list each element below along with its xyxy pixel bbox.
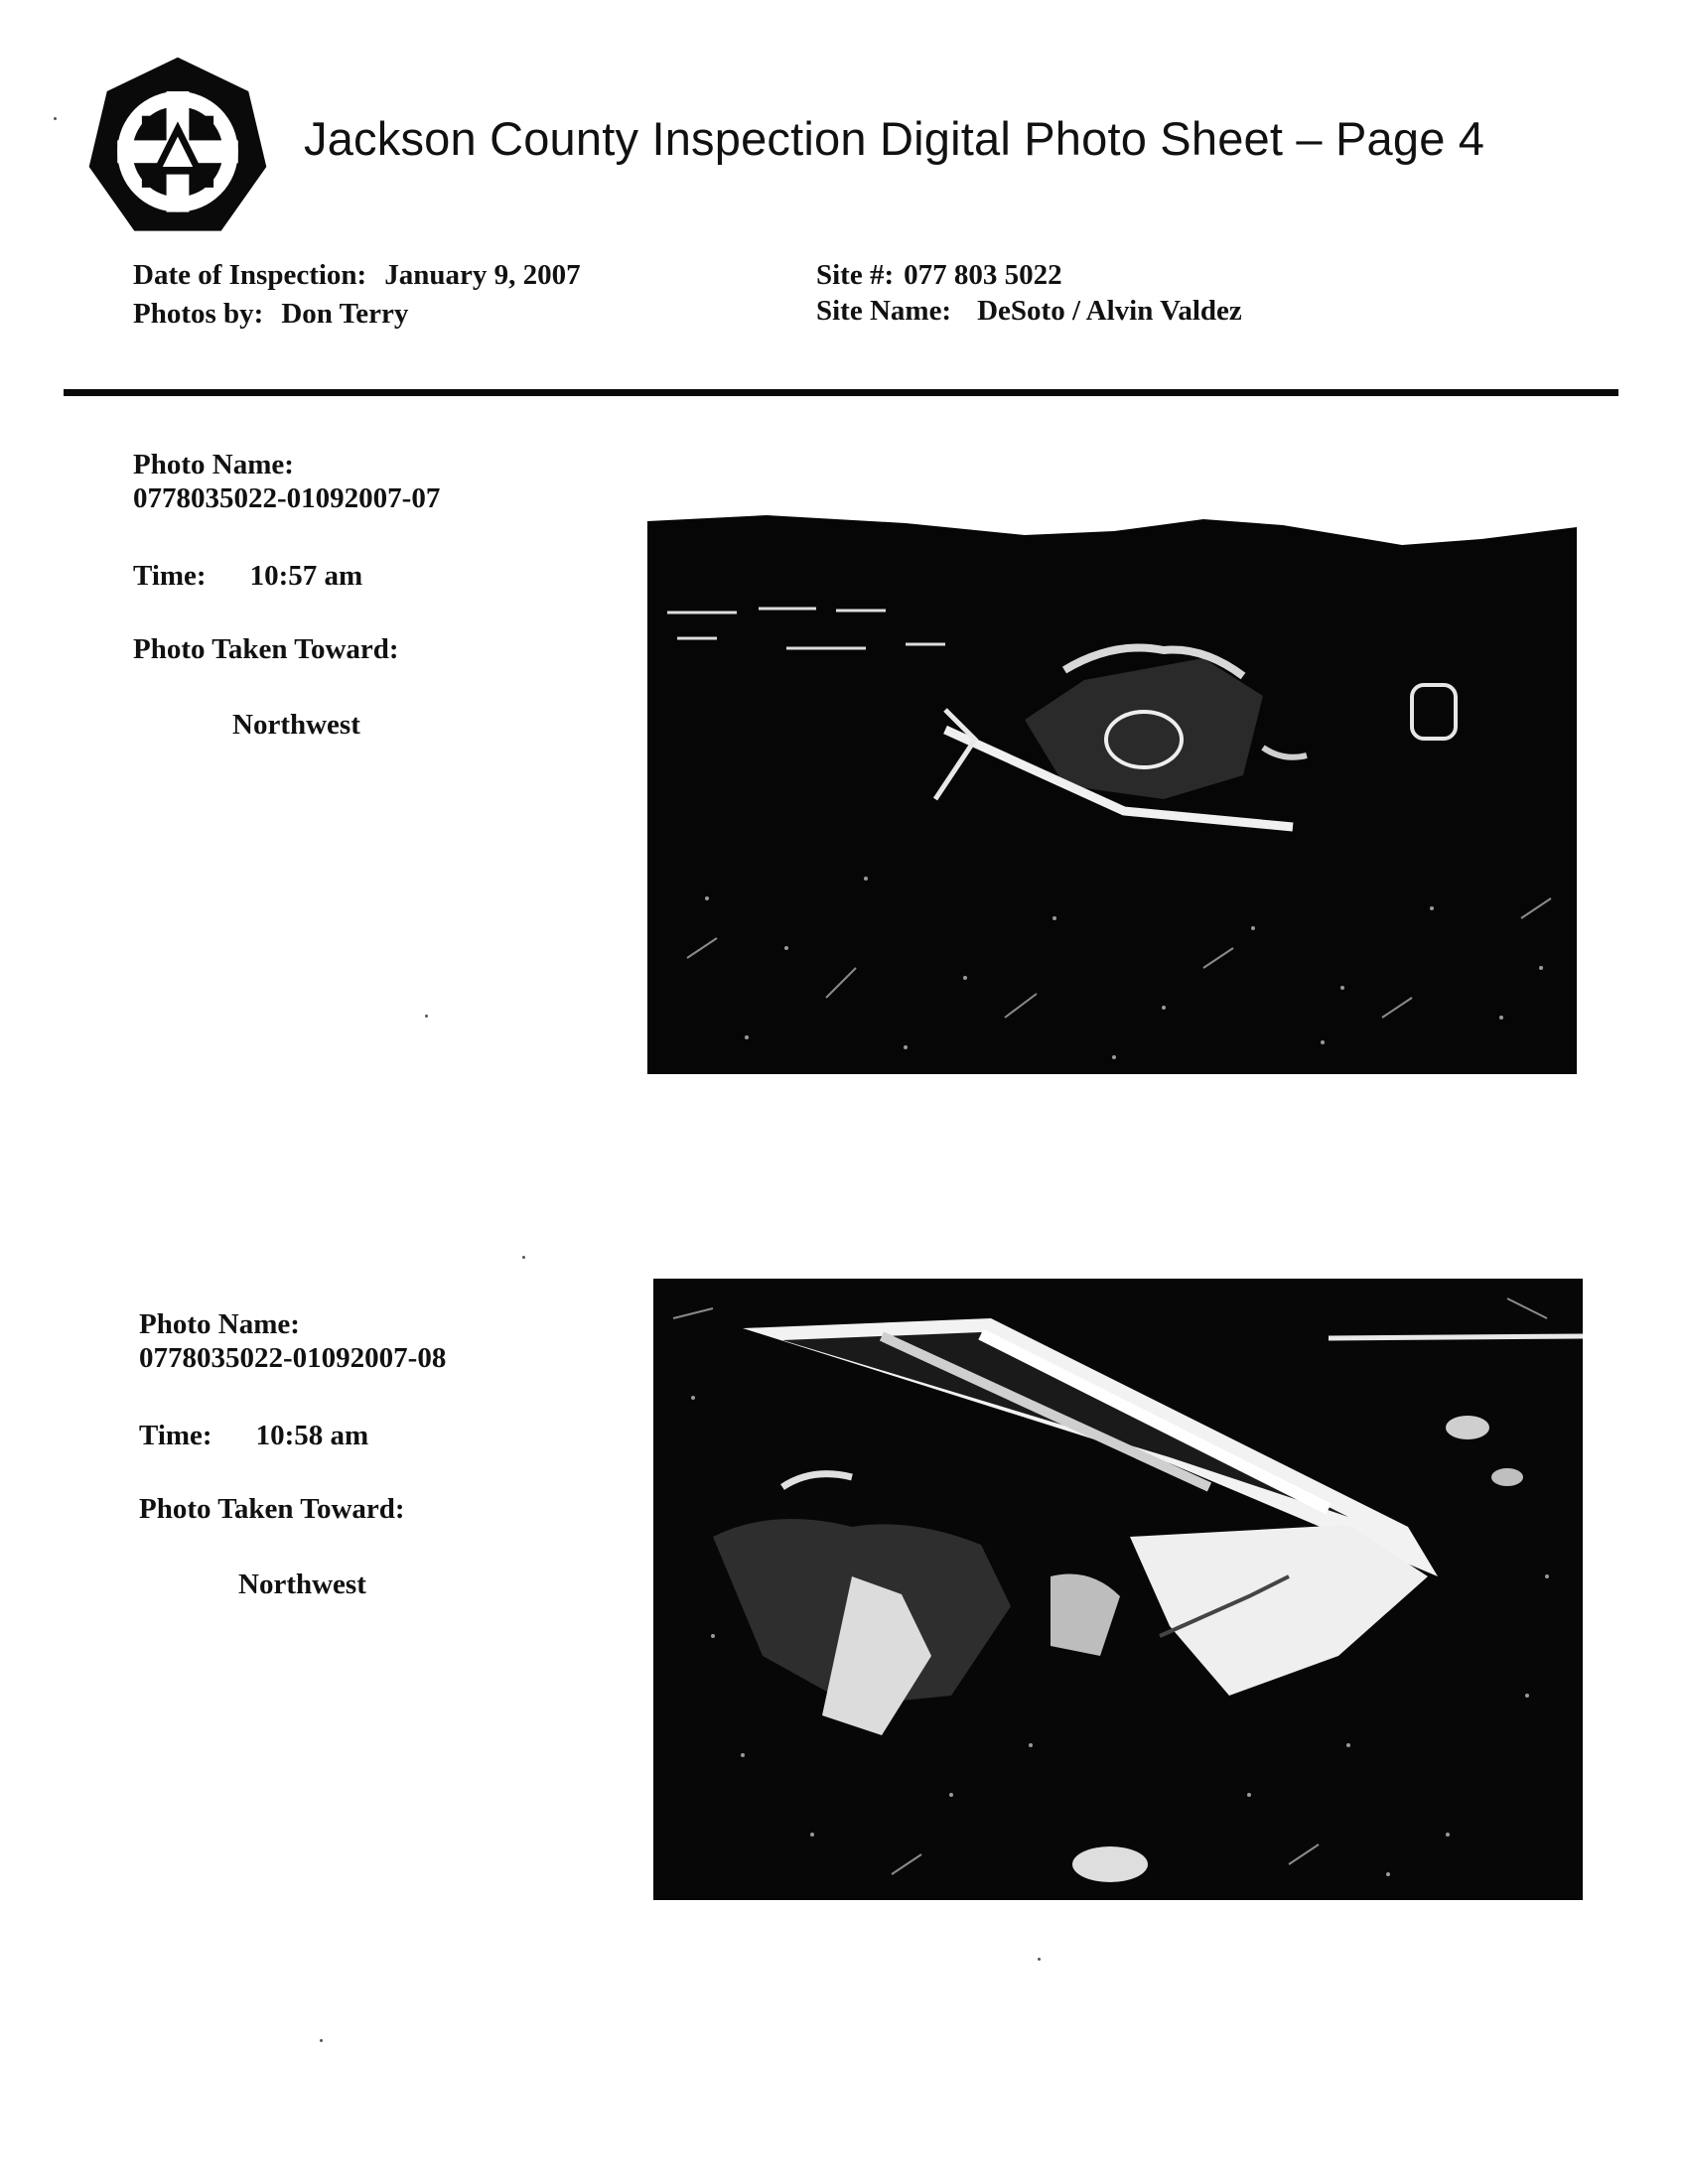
photos-by-row xyxy=(133,295,408,334)
photos-by-value: Don Terry xyxy=(281,298,409,330)
page-title: Jackson County Inspection Digital Photo Sheet – Page 4 xyxy=(304,112,1485,165)
site-number-row xyxy=(816,256,1062,295)
site-photo-1 xyxy=(647,501,1577,1074)
inspection-date-row xyxy=(133,256,581,295)
scan-speck xyxy=(522,1256,525,1259)
photo-name-label: Photo Name: xyxy=(133,449,294,480)
photo-name-label: Photo Name: xyxy=(139,1308,300,1340)
photo-time-row xyxy=(133,560,362,593)
photo-direction-value: Northwest xyxy=(232,709,360,741)
site-photo-2 xyxy=(653,1279,1583,1900)
photo-time-value: 10:57 am xyxy=(249,560,363,592)
county-seal-icon xyxy=(83,54,272,242)
photo-direction-label: Photo Taken Toward: xyxy=(139,1493,405,1525)
photos-by-label: Photos by: xyxy=(133,298,264,330)
photo-name-value: 0778035022-01092007-08 xyxy=(139,1342,447,1374)
site-number-label: Site #: xyxy=(816,259,895,291)
photo-time-label: Time: xyxy=(139,1420,212,1451)
site-name-row xyxy=(816,292,1242,331)
site-name-value: DeSoto / Alvin Valdez xyxy=(977,295,1242,327)
scan-speck xyxy=(1038,1958,1041,1961)
photo-time-row xyxy=(139,1420,368,1452)
site-number-value: 077 803 5022 xyxy=(904,259,1062,291)
inspection-date-value: January 9, 2007 xyxy=(384,259,581,291)
photo-direction-value: Northwest xyxy=(238,1569,366,1600)
header-divider xyxy=(64,389,1618,396)
site-name-label: Site Name: xyxy=(816,295,952,327)
inspection-date-label: Date of Inspection: xyxy=(133,259,367,291)
photo-time-label: Time: xyxy=(133,560,207,592)
scan-speck xyxy=(54,117,57,120)
scan-speck xyxy=(425,1015,428,1018)
scan-speck xyxy=(320,2039,323,2042)
photo-name-value: 0778035022-01092007-07 xyxy=(133,482,441,514)
photo-time-value: 10:58 am xyxy=(255,1420,369,1451)
photo-direction-label: Photo Taken Toward: xyxy=(133,633,399,665)
